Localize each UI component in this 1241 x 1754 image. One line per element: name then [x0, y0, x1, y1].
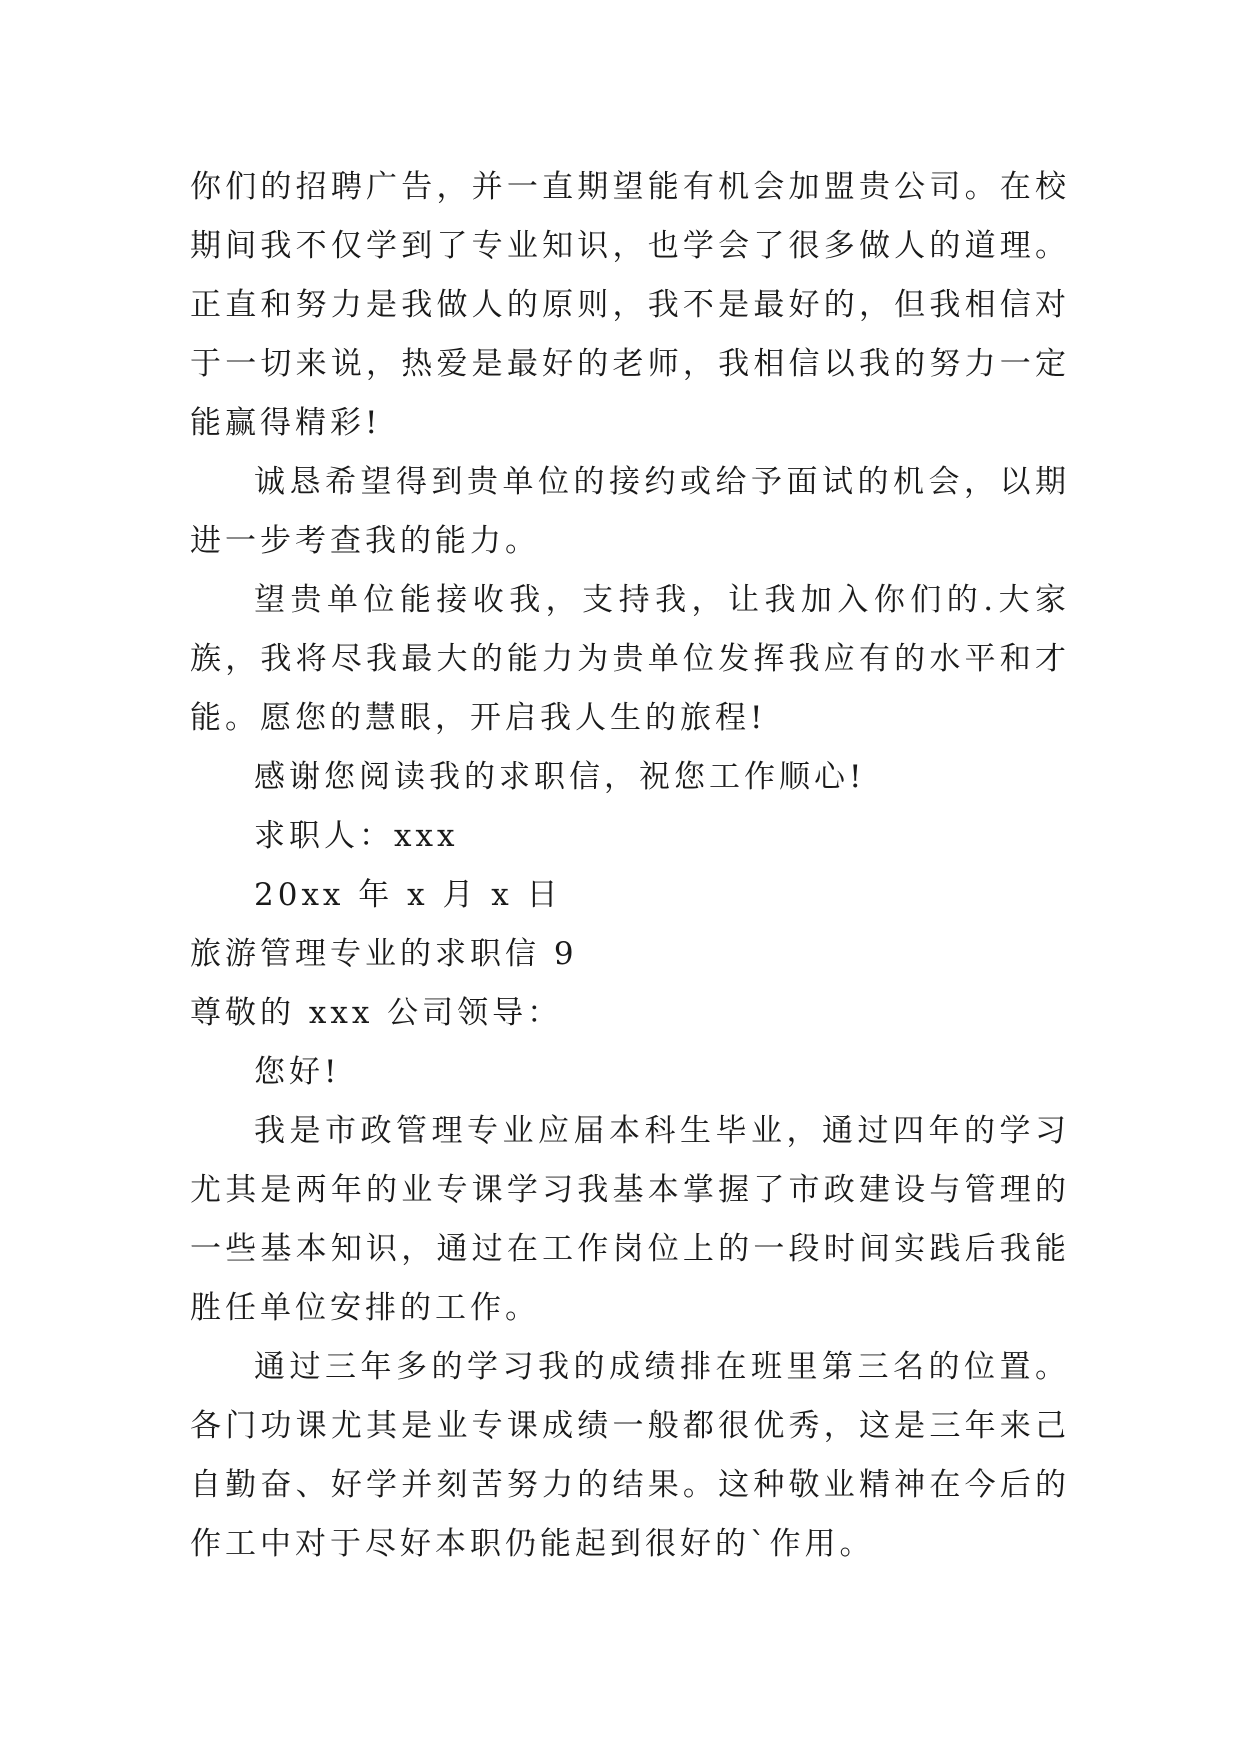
signature-applicant: 求职人：xxx: [254, 818, 459, 854]
letter-heading: 旅游管理专业的求职信 9: [190, 936, 578, 972]
signature-date: 20xx 年 x 月 x 日: [254, 877, 562, 913]
letter-body: [190, 158, 1070, 1574]
paragraph-intro-continuation: 你们的招聘广告，并一直期望能有机会加盟贵公司。在校期间我不仅学到了专业知识，也学会了很多做人的道理。正直和努力是我做人的原则，我不是最好的，但我相信对于一切来说，热爱是最好的老师，我相信以我的努力一定能赢得精彩!: [190, 169, 1070, 441]
paragraph-interview-request: 诚恳希望得到贵单位的接约或给予面试的机会，以期进一步考查我的能力。: [190, 464, 1070, 559]
paragraph-academic-record: 通过三年多的学习我的成绩排在班里第三名的位置。各门功课尤其是业专课成绩一般都很优秀，这是三年来己自勤奋、好学并刻苦努力的结果。这种敬业精神在今后的作工中对于尽好本职仍能起到很好的`作用。: [190, 1349, 1070, 1562]
salutation: 尊敬的 xxx 公司领导：: [190, 995, 563, 1031]
paragraph-join-request: 望贵单位能接收我，支持我，让我加入你们的.大家族，我将尽我最大的能力为贵单位发挥我应有的水平和才能。愿您的慧眼，开启我人生的旅程!: [190, 582, 1070, 736]
paragraph-self-introduction: 我是市政管理专业应届本科生毕业，通过四年的学习尤其是两年的业专课学习我基本掌握了市政建设与管理的一些基本知识，通过在工作岗位上的一段时间实践后我能胜任单位安排的工作。: [190, 1113, 1070, 1326]
paragraph-thanks: 感谢您阅读我的求职信，祝您工作顺心!: [254, 759, 866, 795]
greeting: 您好!: [254, 1054, 341, 1090]
